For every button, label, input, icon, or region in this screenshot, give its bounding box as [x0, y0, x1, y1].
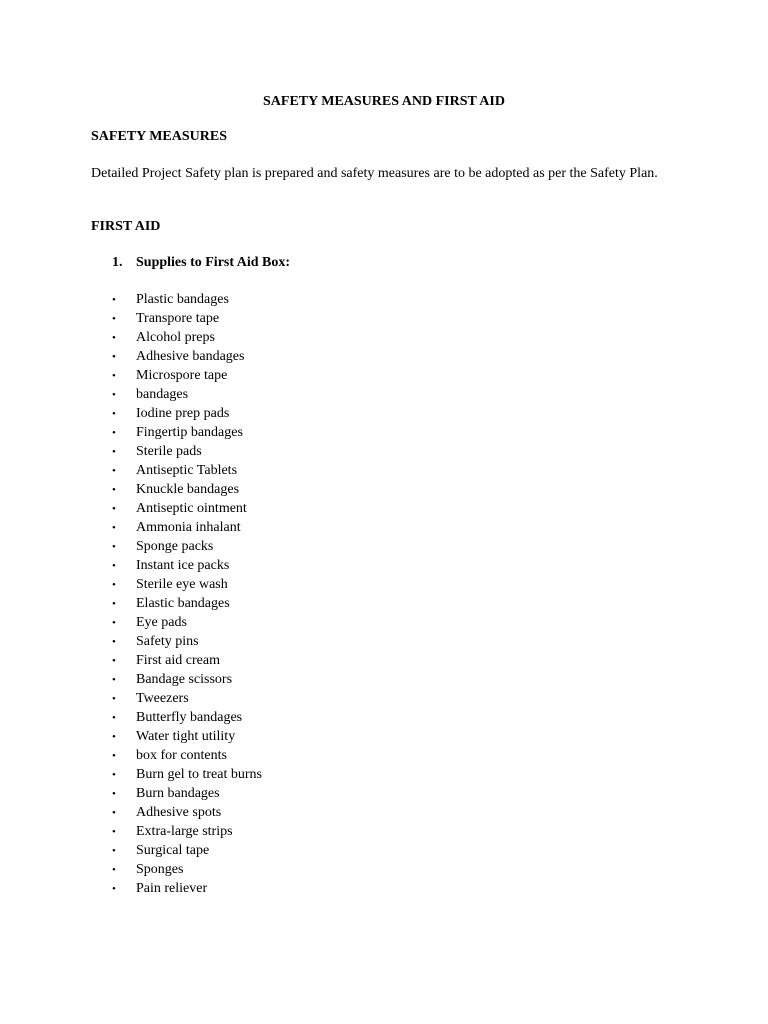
list-item — [112, 575, 262, 594]
list-item — [112, 689, 262, 708]
list-item — [112, 784, 262, 803]
bullet-icon: • — [112, 826, 116, 838]
bullet-icon: • — [112, 579, 116, 591]
list-item-text: Burn bandages — [136, 786, 220, 801]
list-item — [112, 632, 262, 651]
list-item — [112, 347, 262, 366]
list-item — [112, 499, 262, 518]
bullet-icon: • — [112, 883, 116, 895]
list-item-text: Sterile pads — [136, 444, 202, 459]
list-item-text: Butterfly bandages — [136, 710, 243, 725]
list-item-text: Knuckle bandages — [136, 482, 240, 497]
list-item — [112, 594, 262, 613]
list-item — [112, 518, 262, 537]
item-number: 1. — [112, 255, 123, 270]
bullet-icon: • — [112, 769, 116, 781]
list-item — [112, 613, 262, 632]
list-item — [112, 537, 262, 556]
list-item — [112, 727, 262, 746]
bullet-icon: • — [112, 332, 116, 344]
bullet-icon: • — [112, 845, 116, 857]
bullet-icon: • — [112, 750, 116, 762]
list-item-text: First aid cream — [136, 653, 220, 668]
supplies-list — [112, 290, 262, 898]
bullet-icon: • — [112, 484, 116, 496]
list-item — [112, 442, 262, 461]
list-item-text: Sponge packs — [136, 539, 214, 554]
list-item — [112, 765, 262, 784]
bullet-icon: • — [112, 370, 116, 382]
list-item-text: Safety pins — [136, 634, 199, 649]
list-item-text: Surgical tape — [136, 843, 210, 858]
list-item — [112, 328, 262, 347]
bullet-icon: • — [112, 351, 116, 363]
list-item — [112, 670, 262, 689]
list-item-text: Antiseptic ointment — [136, 501, 247, 516]
list-item — [112, 822, 262, 841]
list-item-text: Eye pads — [136, 615, 187, 630]
list-item — [112, 309, 262, 328]
list-item-text: Iodine prep pads — [136, 406, 230, 421]
list-item-text: box for contents — [136, 748, 227, 763]
list-item-text: Tweezers — [136, 691, 189, 706]
list-item-text: Antiseptic Tablets — [136, 463, 238, 478]
list-item-text: Bandage scissors — [136, 672, 233, 687]
list-item-text: Sterile eye wash — [136, 577, 228, 592]
list-item-text: Elastic bandages — [136, 596, 230, 611]
bullet-icon: • — [112, 389, 116, 401]
list-item — [112, 651, 262, 670]
bullet-icon: • — [112, 636, 116, 648]
list-item-text: Adhesive spots — [136, 805, 222, 820]
list-item-text: Water tight utility — [136, 729, 236, 744]
document-title: SAFETY MEASURES AND FIRST AID — [263, 94, 505, 109]
list-item-text: Sponges — [136, 862, 184, 877]
bullet-icon: • — [112, 788, 116, 800]
bullet-icon: • — [112, 693, 116, 705]
list-item-text: Fingertip bandages — [136, 425, 243, 440]
list-item-text: Burn gel to treat burns — [136, 767, 262, 782]
list-item-text: Instant ice packs — [136, 558, 230, 573]
bullet-icon: • — [112, 674, 116, 686]
list-item — [112, 366, 262, 385]
list-item — [112, 290, 262, 309]
list-item — [112, 860, 262, 879]
bullet-icon: • — [112, 807, 116, 819]
bullet-icon: • — [112, 617, 116, 629]
bullet-icon: • — [112, 427, 116, 439]
bullet-icon: • — [112, 465, 116, 477]
list-item — [112, 879, 262, 898]
bullet-icon: • — [112, 712, 116, 724]
list-item — [112, 556, 262, 575]
list-item — [112, 461, 262, 480]
bullet-icon: • — [112, 446, 116, 458]
bullet-icon: • — [112, 541, 116, 553]
list-item — [112, 841, 262, 860]
safety-measures-heading: SAFETY MEASURES — [91, 129, 228, 144]
list-item-text: Microspore tape — [136, 368, 228, 383]
list-item — [112, 480, 262, 499]
safety-plan-paragraph: Detailed Project Safety plan is prepared and safety measures are to be adopted as per the Safety Plan. — [91, 166, 658, 181]
list-item — [112, 423, 262, 442]
list-item — [112, 708, 262, 727]
item-label: Supplies to First Aid Box: — [136, 255, 291, 270]
bullet-icon: • — [112, 598, 116, 610]
list-item — [112, 385, 262, 404]
bullet-icon: • — [112, 522, 116, 534]
list-item-text: Adhesive bandages — [136, 349, 245, 364]
bullet-icon: • — [112, 560, 116, 572]
first-aid-heading: FIRST AID — [91, 219, 161, 234]
list-item-text: Plastic bandages — [136, 292, 229, 307]
list-item-text: Alcohol preps — [136, 330, 215, 345]
numbered-item-supplies — [112, 254, 290, 272]
bullet-icon: • — [112, 731, 116, 743]
bullet-icon: • — [112, 294, 116, 306]
list-item-text: bandages — [136, 387, 189, 402]
bullet-icon: • — [112, 313, 116, 325]
list-item-text: Extra-large strips — [136, 824, 233, 839]
bullet-icon: • — [112, 864, 116, 876]
list-item — [112, 803, 262, 822]
bullet-icon: • — [112, 655, 116, 667]
list-item-text: Pain reliever — [136, 881, 208, 896]
bullet-icon: • — [112, 408, 116, 420]
list-item-text: Transpore tape — [136, 311, 220, 326]
list-item-text: Ammonia inhalant — [136, 520, 241, 535]
list-item — [112, 746, 262, 765]
list-item — [112, 404, 262, 423]
bullet-icon: • — [112, 503, 116, 515]
